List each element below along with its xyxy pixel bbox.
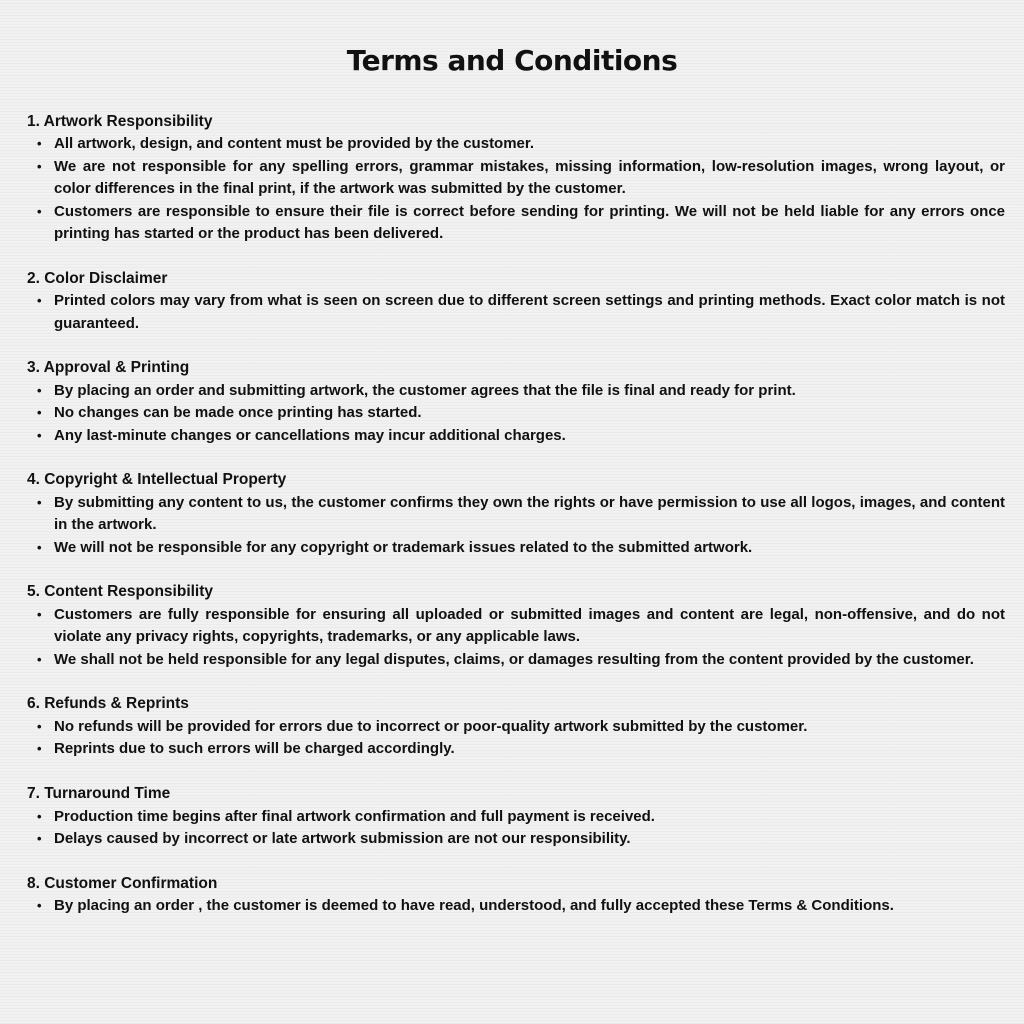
bullet-icon: • xyxy=(37,808,42,824)
bullet-list xyxy=(27,604,1005,671)
list-item-text: All artwork, design, and content must be provided by the customer. xyxy=(54,135,535,153)
list-item-text: No changes can be made once printing has started. xyxy=(54,404,422,422)
list-item-text: Printed colors may vary from what is seen on screen due to different screen settings and printing methods. Exact color match is not guaranteed. xyxy=(54,292,1005,332)
list-item-text: No refunds will be provided for errors due to incorrect or poor-quality artwork submitted by the customer. xyxy=(54,717,808,735)
section-heading: 5. Content Responsibility xyxy=(27,583,214,601)
bullet-icon: • xyxy=(37,651,42,667)
bullet-icon: • xyxy=(37,158,42,174)
list-item xyxy=(27,738,1005,760)
terms-section xyxy=(27,111,1005,245)
bullet-icon: • xyxy=(37,405,42,421)
section-heading: 2. Color Disclaimer xyxy=(27,269,168,287)
terms-section xyxy=(27,357,1005,447)
list-item xyxy=(27,828,1005,850)
list-item xyxy=(27,156,1005,201)
bullet-icon: • xyxy=(37,539,42,555)
list-item xyxy=(27,201,1005,246)
list-item xyxy=(27,537,1005,559)
bullet-list xyxy=(27,806,1005,851)
list-item-text: We are not responsible for any spelling errors, grammar mistakes, missing information, low-resolution images, wrong layout, or color differences in the final print, if the artwork was submitted by the customer. xyxy=(54,157,1005,198)
bullet-icon: • xyxy=(37,606,42,622)
bullet-icon: • xyxy=(37,718,42,734)
bullet-icon: • xyxy=(37,898,42,914)
bullet-list xyxy=(27,133,1005,245)
bullet-icon: • xyxy=(37,494,42,510)
bullet-icon: • xyxy=(37,293,42,309)
bullet-list xyxy=(27,290,1005,335)
terms-section xyxy=(27,268,1005,335)
list-item-text: We will not be responsible for any copyright or trademark issues related to the submitted artwork. xyxy=(54,538,753,556)
list-item xyxy=(27,716,1005,738)
bullet-list xyxy=(27,380,1005,447)
section-heading: 7. Turnaround Time xyxy=(27,785,171,803)
bullet-list xyxy=(27,492,1005,559)
bullet-icon: • xyxy=(37,136,42,152)
list-item xyxy=(27,402,1005,424)
list-item xyxy=(27,895,1005,917)
section-heading: 4. Copyright & Intellectual Property xyxy=(27,471,287,489)
list-item-text: Reprints due to such errors will be charged accordingly. xyxy=(54,740,455,758)
terms-document xyxy=(27,111,1005,940)
list-item-text: Delays caused by incorrect or late artwork submission are not our responsibility. xyxy=(54,829,631,847)
page-title: Terms and Conditions xyxy=(346,44,678,77)
section-heading: 3. Approval & Printing xyxy=(27,359,190,377)
list-item-text: Customers are fully responsible for ensuring all uploaded or submitted images and content are legal, non-offensive, and do not violate any privacy rights, copyrights, trademarks, or any applicable laws. xyxy=(54,605,1005,646)
list-item-text: Customers are responsible to ensure their file is correct before sending for printing. We will not be held liable for any errors once printing has started or the product has been delivered. xyxy=(54,202,1005,243)
bullet-icon: • xyxy=(37,203,42,219)
bullet-list xyxy=(27,895,1005,917)
terms-section xyxy=(27,469,1005,559)
bullet-icon: • xyxy=(37,741,42,757)
section-heading: 1. Artwork Responsibility xyxy=(27,113,213,130)
section-heading: 6. Refunds & Reprints xyxy=(27,695,189,713)
list-item-text: By placing an order and submitting artwork, the customer agrees that the file is final and ready for print. xyxy=(54,381,796,399)
list-item-text: Any last-minute changes or cancellations may incur additional charges. xyxy=(54,426,566,444)
list-item xyxy=(27,604,1005,649)
list-item-text: By submitting any content to us, the customer confirms they own the rights or have permission to use all logos, images, and content in the artwork. xyxy=(54,493,1005,534)
list-item xyxy=(27,290,1005,335)
list-item xyxy=(27,133,1005,155)
terms-section xyxy=(27,873,1005,918)
terms-section xyxy=(27,693,1005,760)
bullet-list xyxy=(27,716,1005,761)
section-heading: 8. Customer Confirmation xyxy=(27,874,218,892)
list-item-text: We shall not be held responsible for any legal disputes, claims, or damages resulting from the content provided by the customer. xyxy=(54,650,974,668)
bullet-icon: • xyxy=(37,830,42,846)
list-item xyxy=(27,806,1005,828)
list-item-text: By placing an order , the customer is deemed to have read, understood, and fully accepted these Terms & Conditions. xyxy=(54,897,894,915)
terms-section xyxy=(27,581,1005,671)
list-item xyxy=(27,492,1005,537)
bullet-icon: • xyxy=(37,382,42,398)
bullet-icon: • xyxy=(37,427,42,443)
list-item xyxy=(27,425,1005,447)
list-item-text: Production time begins after final artwork confirmation and full payment is received. xyxy=(54,807,655,825)
list-item xyxy=(27,649,1005,671)
terms-section xyxy=(27,783,1005,850)
list-item xyxy=(27,380,1005,402)
